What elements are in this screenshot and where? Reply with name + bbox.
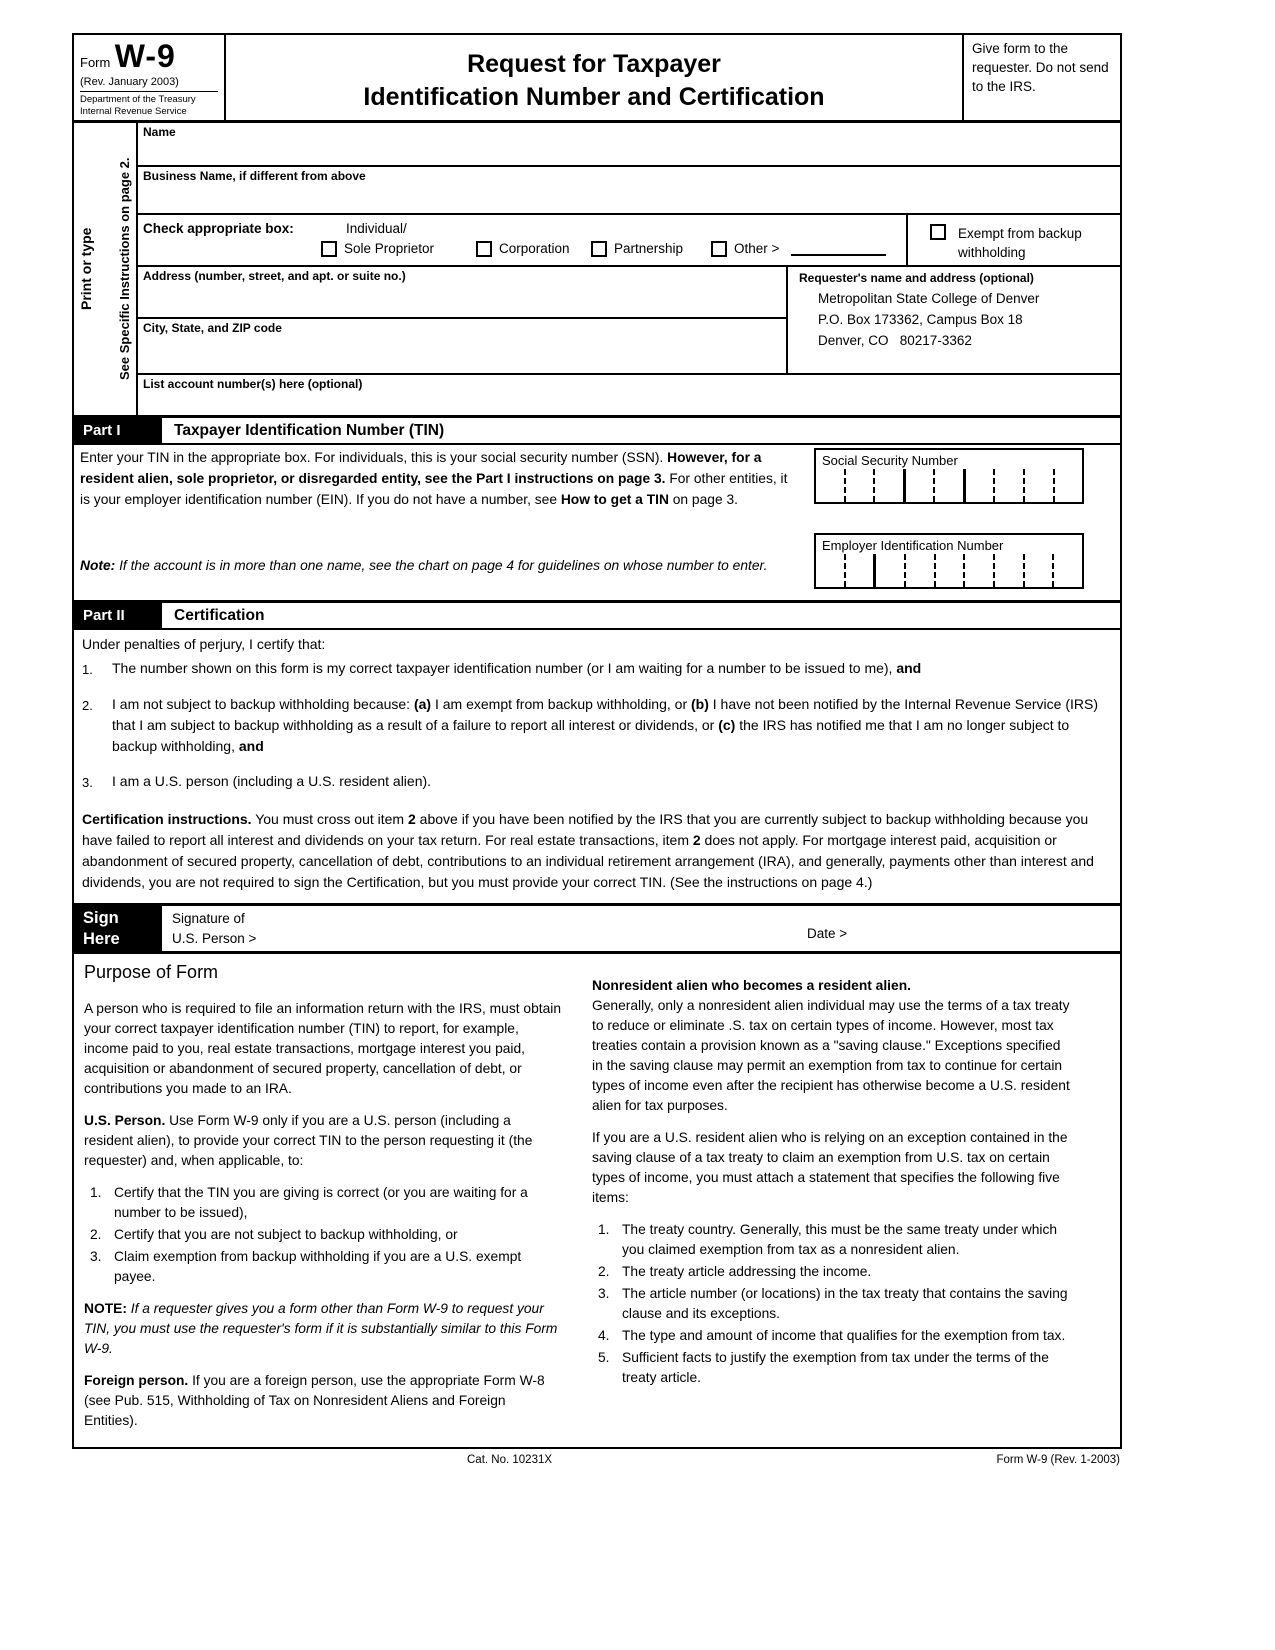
sign-here-line1: Sign [83,908,119,927]
list-item-text: Certify that the TIN you are giving is correct (or you are waiting for a number to be issued), [114,1184,528,1220]
ssn-digit-cells [816,469,1082,502]
list-item [592,1220,1070,1260]
ein-digit-cell[interactable] [876,554,906,587]
business-name-label: Business Name, if different from above [143,168,366,183]
list-item [592,1262,1070,1282]
department-line2: Internal Revenue Service [80,105,187,117]
individual-label-line2: Sole Proprietor [344,241,435,257]
w9-form [72,33,1122,1449]
list-item [592,1348,1070,1388]
partnership-label: Partnership [614,241,684,257]
ein-label: Employer Identification Number [822,537,1004,553]
purpose-title: Purpose of Form [84,961,219,982]
list-item [592,1326,1070,1346]
give-form-note: Give form to the requester. Do not send to the IRS. [962,35,1120,120]
purpose-left-list [84,1183,562,1287]
part1-title: Taxpayer Identification Number (TIN) [174,421,445,439]
account-numbers-label: List account number(s) here (optional) [143,376,363,391]
city-row [138,319,786,373]
list-item-number: 1. [598,1221,610,1237]
part2-title: Certification [174,606,265,624]
ssn-digit-cell[interactable] [995,469,1025,502]
print-or-type-label: Print or type [78,227,94,310]
list-item [84,1247,562,1287]
requester-address-line: Denver, CO 80217-3362 [818,332,972,348]
checkbox-individual-sole-proprietor[interactable] [321,241,337,257]
form-revision: (Rev. January 2003) [80,76,179,88]
certification-item-number: 3. [82,774,93,790]
list-item-number: 4. [598,1327,610,1343]
requester-cell [786,267,1120,373]
form-header [74,35,1120,123]
check-appropriate-box-label: Check appropriate box: [143,220,294,236]
catalog-number: Cat. No. 10231X [467,1453,553,1466]
ein-digit-cell[interactable] [1025,554,1055,587]
identification-section [74,123,1120,418]
business-name-input[interactable] [143,184,1115,200]
foreign-person-paragraph: Foreign person. If you are a foreign person, use the appropriate Form W-8 (see Pub. 515, Withholding of Tax on Nonresident Aliens and Foreign Entities). [84,1372,545,1428]
list-item-number: 3. [90,1248,102,1264]
form-title [226,35,962,120]
city-state-zip-label: City, State, and ZIP code [143,320,282,335]
list-item-text: The article number (or locations) in the tax treaty that contains the saving clause and its exceptions. [622,1285,1068,1321]
part1-body [74,445,1120,603]
fields-area [136,123,1120,415]
form-id-block [74,35,226,120]
part1-label: Part I [74,418,162,443]
list-item-number: 2. [598,1263,610,1279]
list-item-text: Certify that you are not subject to backup withholding, or [114,1226,458,1242]
sign-here-line2: Here [83,930,120,949]
certification-item-text: I am a U.S. person (including a U.S. resident alien). [112,772,432,789]
option-corporation [476,241,570,257]
signature-label [172,909,1110,950]
certification-item-number: 1. [82,661,93,677]
other-label: Other > [734,241,780,257]
form-number: W-9 [114,38,176,74]
ein-digit-cells [816,554,1082,587]
page-footer [72,1454,1122,1470]
signature-label-line1: Signature of [172,910,245,926]
exempt-backup-cell [906,215,1120,265]
address-requester-block [138,267,1120,375]
list-item [84,1183,562,1223]
purpose-paragraph: A person who is required to file an information return with the IRS, must obtain your correct taxpayer identification number (TIN) to report, for example, income paid to you, real estate transactions, mortgage interest you paid, acquisition or abandonment of secured property, cancellation of debt, or contributions you made to an IRA. [84,1000,562,1096]
ssn-digit-cell[interactable] [846,469,876,502]
list-item-number: 2. [90,1226,102,1242]
list-item-number: 5. [598,1349,610,1365]
checkbox-other[interactable] [711,241,727,257]
account-numbers-row [138,375,1120,415]
note-paragraph: NOTE: If a requester gives you a form other than Form W-9 to request your TIN, you must use the requester's form if it is substantially similar to this Form W-9. [84,1300,558,1356]
address-label: Address (number, street, and apt. or suite no.) [143,268,406,283]
ein-digit-cell[interactable] [906,554,936,587]
part1-header [74,418,1120,445]
ein-digit-cell[interactable] [965,554,995,587]
date-label: Date > [807,925,848,941]
checkbox-exempt-backup-withholding[interactable] [930,224,946,240]
see-instructions-label: See Specific Instructions on page 2. [117,157,132,381]
requester-address-line: P.O. Box 173362, Campus Box 18 [818,311,1023,327]
ssn-digit-cell[interactable] [1025,469,1055,502]
list-item-number: 1. [90,1184,102,1200]
ssn-label: Social Security Number [822,452,958,468]
ein-digit-cell[interactable] [936,554,966,587]
purpose-section [74,954,1120,1447]
part1-instructions: Enter your TIN in the appropriate box. For individuals, this is your social security number (SSN). However, for a resident alien, sole proprietor, or disregarded entity, see the Part I instructions on page 3. For other entities, it is your employer identification number (EIN). If you do not have a number, see How to get a TIN on page 3. [80,449,788,507]
ssn-digit-cell[interactable] [906,469,936,502]
form-title-line1: Request for Taxpayer [467,50,721,78]
name-label: Name [143,124,176,139]
ssn-digit-cell[interactable] [816,469,846,502]
address-input[interactable] [143,284,781,300]
corporation-label: Corporation [499,241,570,257]
purpose-right-list [592,1220,1070,1388]
list-item [84,1225,562,1245]
department-line1: Department of the Treasury [80,94,196,105]
sign-here-row [74,906,1120,954]
requester-address-line: Metropolitan State College of Denver [818,290,1040,306]
account-numbers-input[interactable] [143,392,1115,408]
certification-item [82,694,1112,757]
ssn-digit-cell[interactable] [1055,469,1083,502]
list-item [592,1284,1070,1324]
ssn-digit-cell[interactable] [966,469,996,502]
form-word: Form [80,55,111,70]
ein-digit-cell[interactable] [816,554,846,587]
exempt-label-line1: Exempt from backup [958,225,1082,241]
business-name-row [138,167,1120,215]
option-other [711,241,886,257]
option-individual-sole-proprietor [321,241,434,257]
entity-type-row [138,215,1120,267]
certification-item-text: I am not subject to backup withholding because: (a) I am exempt from backup withholding, or (b) I have not been notified by the Internal Revenue Service (IRS) that I am subject to backup withholding as a result of a failure to report all interest or dividends, or (c) the IRS has notified me that I am no longer subject to backup withholding, and [112,695,1099,754]
part2-header [74,603,1120,630]
ein-digit-cell[interactable] [846,554,877,587]
list-item-text: The type and amount of income that qualifies for the exemption from tax. [622,1327,1066,1343]
form-reference: Form W-9 (Rev. 1-2003) [996,1453,1120,1466]
list-item-text: The treaty country. Generally, this must be the same treaty under which you claimed exemption from tax as a nonresident alien. [622,1221,1058,1257]
department-block [80,91,218,118]
exempt-label-line2: withholding [958,245,1026,261]
nonresident-alien-paragraph: Generally, only a nonresident alien individual may use the terms of a tax treaty to reduce or eliminate .S. tax on certain types of income. However, most tax treaties contain a provision known as a "saving clause." Exceptions specified in the saving clause may permit an exemption from tax to continue for certain types of income even after the recipient has otherwise become a U.S. resident alien for tax purposes. [592,997,1070,1113]
certification-item [82,771,1112,793]
nonresident-alien-heading: Nonresident alien who becomes a resident alien. [592,977,911,993]
checkbox-partnership[interactable] [591,241,607,257]
part2-body [74,630,1120,906]
purpose-right-column [592,962,1070,1431]
city-state-zip-input[interactable] [143,336,781,352]
ssn-box [814,448,1084,505]
checkbox-corporation[interactable] [476,241,492,257]
name-input[interactable] [143,140,1115,156]
ssn-digit-cell[interactable] [935,469,966,502]
purpose-left-column [84,962,562,1431]
us-person-paragraph: U.S. Person. Use Form W-9 only if you are a U.S. person (including a resident alien), to provide your correct TIN to the person requesting it (the requester) and, when applicable, to: [84,1112,533,1168]
signature-label-line2: U.S. Person > [172,931,257,946]
list-item-text: Sufficient facts to justify the exemption from tax under the terms of the treaty article. [622,1349,1049,1385]
sign-here-label [74,906,162,951]
address-block [138,267,786,373]
form-title-line2: Identification Number and Certification [363,82,825,111]
option-partnership [591,241,683,257]
name-row [138,123,1120,167]
list-item-number: 3. [598,1285,610,1301]
address-row [138,267,786,319]
exempt-label [958,224,1082,263]
signature-area[interactable] [162,906,1120,951]
sidebar-instructions [74,123,136,415]
list-item-text: Claim exemption from backup withholding if you are a U.S. exempt payee. [114,1248,522,1284]
form-number-line [80,38,218,75]
ein-digit-cell[interactable] [995,554,1025,587]
individual-label-line1: Individual/ [346,220,407,236]
part1-note: Note: If the account is in more than one name, see the chart on page 4 for guidelines on whose number to enter. [80,557,768,573]
certification-intro: Under penalties of perjury, I certify that: [82,635,326,652]
ssn-digit-cell[interactable] [875,469,906,502]
saving-clause-paragraph: If you are a U.S. resident alien who is relying on an exception contained in the saving clause of a tax treaty to claim an exemption from U.S. tax on certain types of income, you must attach a statement that specifies the following five items: [592,1129,1068,1205]
certification-item-text: The number shown on this form is my correct taxpayer identification number (or I am waiting for a number to be issued to me), and [112,659,922,676]
part2-label: Part II [74,603,162,628]
ein-box [814,533,1084,590]
requester-label: Requester's name and address (optional) [799,270,1034,285]
list-item-text: The treaty article addressing the income. [622,1263,872,1279]
other-specify-line[interactable] [791,241,886,256]
certification-instructions: Certification instructions. You must cross out item 2 above if you have been notified by the IRS that you are currently subject to backup withholding because you have failed to report all interest and dividends on your tax return. For real estate transactions, item 2 does not apply. For mortgage interest paid, acquisition or abandonment of secured property, cancellation of debt, contributions to an individual retirement arrangement (IRA), and generally, payments other than interest and dividends, you are not required to sign the Certification, but you must provide your correct TIN. (See the instructions on page 4.) [82,810,1094,890]
certification-item [82,658,1112,680]
ein-digit-cell[interactable] [1054,554,1082,587]
certification-item-number: 2. [82,697,93,713]
